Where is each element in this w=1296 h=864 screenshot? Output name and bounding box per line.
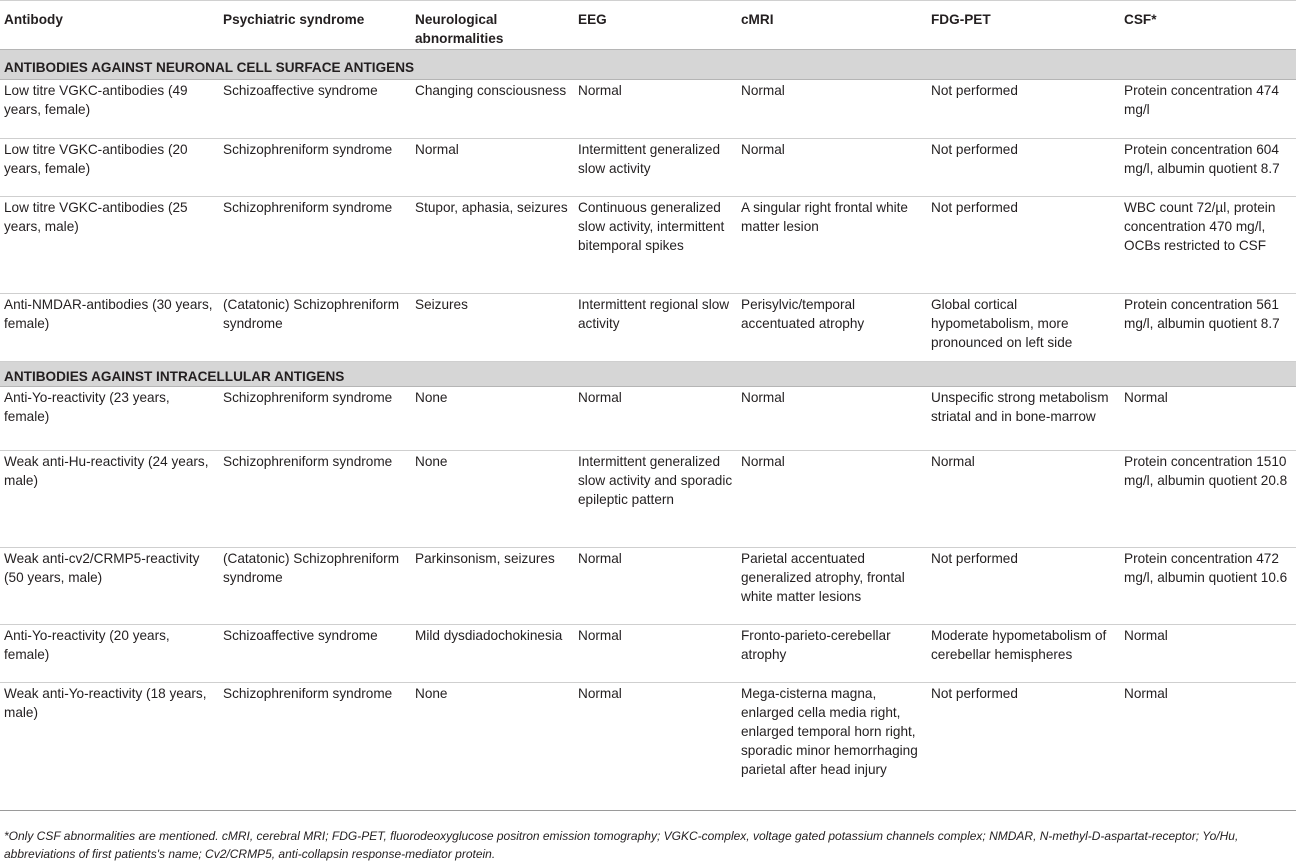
table-cell: Schizophreniform syndrome — [219, 387, 411, 451]
table-cell: None — [411, 451, 574, 548]
table-row — [0, 625, 1296, 683]
column-header-cmri: cMRI — [737, 1, 927, 50]
table-cell: Moderate hypometabolism of cerebellar hemispheres — [927, 625, 1120, 683]
table-cell: Intermittent generalized slow activity and sporadic epileptic pattern — [574, 451, 737, 548]
table-cell: Anti-Yo-reactivity (23 years, female) — [0, 387, 219, 451]
table-cell: Schizophreniform syndrome — [219, 197, 411, 294]
table-cell: Schizophreniform syndrome — [219, 451, 411, 548]
table-cell: None — [411, 387, 574, 451]
section-title: ANTIBODIES AGAINST NEURONAL CELL SURFACE ANTIGENS — [0, 50, 1296, 80]
table-cell: Normal — [574, 80, 737, 139]
table-cell: Normal — [737, 139, 927, 197]
table-cell: Normal — [1120, 625, 1296, 683]
table-cell: Unspecific strong metabolism striatal and in bone-marrow — [927, 387, 1120, 451]
table-cell: Normal — [737, 80, 927, 139]
table-cell: Not performed — [927, 548, 1120, 625]
table-cell: Mild dysdiadochokinesia — [411, 625, 574, 683]
table-cell: Protein concentration 472 mg/l, albumin quotient 10.6 — [1120, 548, 1296, 625]
table-cell: Seizures — [411, 294, 574, 362]
column-header-neurological-abnormalities: Neurological abnormalities — [411, 1, 574, 50]
table-row — [0, 139, 1296, 197]
table-row — [0, 197, 1296, 294]
section-header-row — [0, 50, 1296, 80]
table-cell: Low titre VGKC-antibodies (49 years, female) — [0, 80, 219, 139]
table-cell: Schizoaffective syndrome — [219, 625, 411, 683]
table-cell: Weak anti-cv2/CRMP5-reactivity (50 years, male) — [0, 548, 219, 625]
column-header-fdg-pet: FDG-PET — [927, 1, 1120, 50]
table-cell: Continuous generalized slow activity, intermittent bitemporal spikes — [574, 197, 737, 294]
table-row — [0, 548, 1296, 625]
table-cell: Schizophreniform syndrome — [219, 683, 411, 811]
section-title: ANTIBODIES AGAINST INTRACELLULAR ANTIGENS — [0, 362, 1296, 387]
column-header-antibody: Antibody — [0, 1, 219, 50]
table-cell: Weak anti-Hu-reactivity (24 years, male) — [0, 451, 219, 548]
table-cell: Anti-Yo-reactivity (20 years, female) — [0, 625, 219, 683]
table-cell: Schizoaffective syndrome — [219, 80, 411, 139]
table-footnote: *Only CSF abnormalities are mentioned. cMRI, cerebral MRI; FDG-PET, fluorodeoxyglucose positron emission tomography; VGKC-complex, voltage gated potassium channels complex; NMDAR, N-methyl-D-aspartat-receptor; Yo/Hu, abbreviations of first patients's name; Cv2/CRMP5, anti-collapsin response-mediator protein. — [4, 829, 1239, 861]
table-cell: Fronto-parieto-cerebellar atrophy — [737, 625, 927, 683]
table-cell: Protein concentration 604 mg/l, albumin quotient 8.7 — [1120, 139, 1296, 197]
table-cell: Normal — [1120, 387, 1296, 451]
table-cell: Not performed — [927, 139, 1120, 197]
table-cell: Protein concentration 474 mg/l — [1120, 80, 1296, 139]
table-cell: Schizophreniform syndrome — [219, 139, 411, 197]
table-cell: Low titre VGKC-antibodies (25 years, male) — [0, 197, 219, 294]
table-cell: Parietal accentuated generalized atrophy, frontal white matter lesions — [737, 548, 927, 625]
table-cell: Normal — [737, 451, 927, 548]
table-cell: Normal — [574, 625, 737, 683]
table-row — [0, 294, 1296, 362]
table-cell: Anti-NMDAR-antibodies (30 years, female) — [0, 294, 219, 362]
table-cell: (Catatonic) Schizophreniform syndrome — [219, 294, 411, 362]
table-cell: WBC count 72/µl, protein concentration 470 mg/l, OCBs restricted to CSF — [1120, 197, 1296, 294]
header-row — [0, 1, 1296, 50]
table-cell: Global cortical hypometabolism, more pronounced on left side — [927, 294, 1120, 362]
table-cell: Stupor, aphasia, seizures — [411, 197, 574, 294]
table-cell: None — [411, 683, 574, 811]
table-cell: Protein concentration 1510 mg/l, albumin quotient 20.8 — [1120, 451, 1296, 548]
table-cell: Normal — [574, 548, 737, 625]
table-cell: Normal — [574, 387, 737, 451]
column-header-eeg: EEG — [574, 1, 737, 50]
section-header-row — [0, 362, 1296, 387]
table-cell: Intermittent regional slow activity — [574, 294, 737, 362]
table-cell: Intermittent generalized slow activity — [574, 139, 737, 197]
table-cell: (Catatonic) Schizophreniform syndrome — [219, 548, 411, 625]
table-cell: Protein concentration 561 mg/l, albumin quotient 8.7 — [1120, 294, 1296, 362]
column-header-csf: CSF* — [1120, 1, 1296, 50]
table-cell: Not performed — [927, 683, 1120, 811]
table-cell: Not performed — [927, 197, 1120, 294]
table-cell: Changing consciousness — [411, 80, 574, 139]
table-cell: Perisylvic/temporal accentuated atrophy — [737, 294, 927, 362]
table-cell: Not performed — [927, 80, 1120, 139]
table-cell: Normal — [1120, 683, 1296, 811]
table-cell: Normal — [411, 139, 574, 197]
table-cell: A singular right frontal white matter lesion — [737, 197, 927, 294]
table-cell: Normal — [574, 683, 737, 811]
table-row — [0, 387, 1296, 451]
table-cell: Parkinsonism, seizures — [411, 548, 574, 625]
table-cell: Low titre VGKC-antibodies (20 years, female) — [0, 139, 219, 197]
table-cell: Normal — [927, 451, 1120, 548]
table-cell: Normal — [737, 387, 927, 451]
column-header-psychiatric-syndrome: Psychiatric syndrome — [219, 1, 411, 50]
table-cell: Weak anti-Yo-reactivity (18 years, male) — [0, 683, 219, 811]
table-row — [0, 80, 1296, 139]
table-row — [0, 451, 1296, 548]
table-cell: Mega-cisterna magna, enlarged cella media right, enlarged temporal horn right, sporadic minor hemorrhaging parietal after head injury — [737, 683, 927, 811]
table-row — [0, 683, 1296, 811]
